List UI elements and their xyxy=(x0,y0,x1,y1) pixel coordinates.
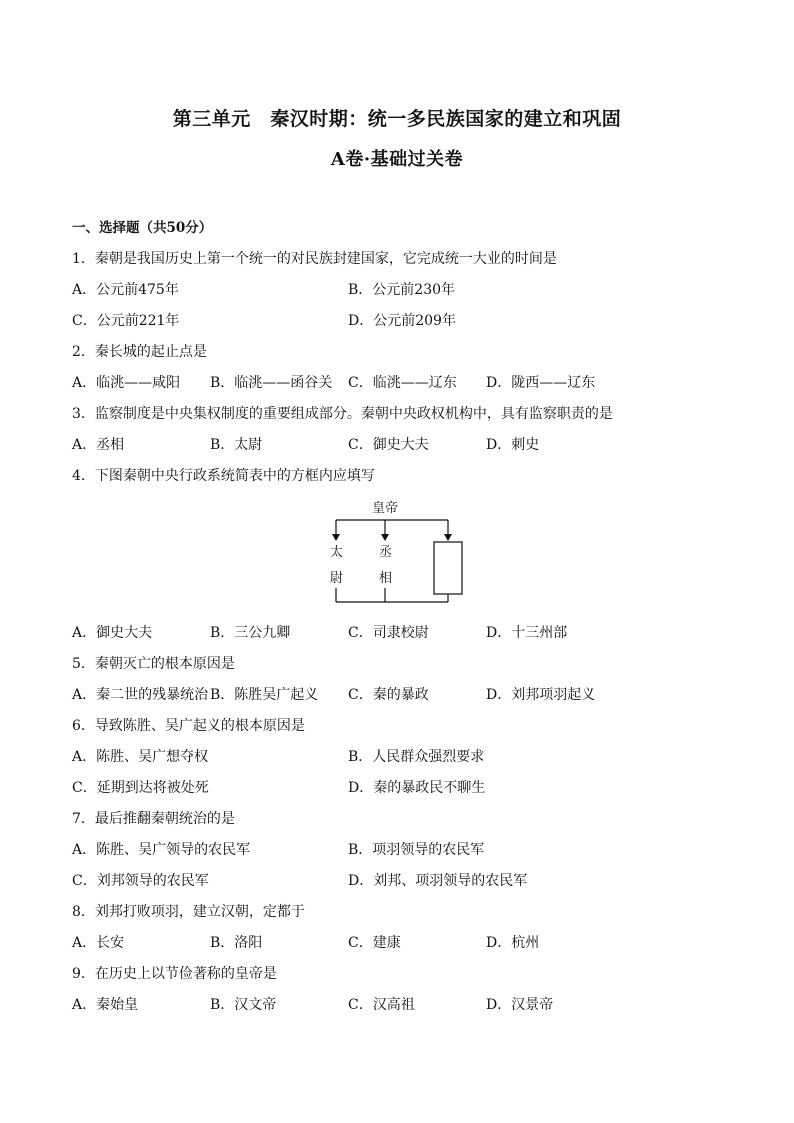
paper-subtitle: A卷·基础过关卷 xyxy=(330,149,464,170)
diagram-mid-arrow xyxy=(381,534,389,541)
q6-option-a[interactable]: A．陈胜、吴广想夺权 xyxy=(72,749,209,765)
q6-option-d[interactable]: D．秦的暴政民不聊生 xyxy=(348,780,486,796)
qin-admin-diagram xyxy=(326,496,476,608)
q9-option-b[interactable]: B．汉文帝 xyxy=(210,997,277,1013)
q3-option-a[interactable]: A．丞相 xyxy=(72,437,125,453)
section-heading: 一、选择题（共50分） xyxy=(72,220,213,236)
q3-option-c[interactable]: C．御史大夫 xyxy=(348,437,429,453)
q7-option-a[interactable]: A．陈胜、吴广领导的农民军 xyxy=(72,842,251,858)
q3-option-b[interactable]: B．太尉 xyxy=(210,437,263,453)
question-5-stem: 5．秦朝灭亡的根本原因是 xyxy=(72,656,235,672)
q2-option-c[interactable]: C．临洮——辽东 xyxy=(348,375,457,391)
diagram-taiwei-2: 尉 xyxy=(330,571,344,586)
q5-option-c[interactable]: C．秦的暴政 xyxy=(348,687,429,703)
q7-option-b[interactable]: B．项羽领导的农民军 xyxy=(348,842,485,858)
q6-option-b[interactable]: B．人民群众强烈要求 xyxy=(348,749,485,765)
question-3-stem: 3．监察制度是中央集权制度的重要组成部分。秦朝中央政权机构中，具有监察职责的是 xyxy=(72,406,613,422)
q8-option-d[interactable]: D．杭州 xyxy=(486,935,540,951)
q8-option-b[interactable]: B．洛阳 xyxy=(210,935,263,951)
q5-option-d[interactable]: D．刘邦项羽起义 xyxy=(486,687,596,703)
diagram-emperor-label: 皇帝 xyxy=(372,501,399,516)
q4-option-a[interactable]: A．御史大夫 xyxy=(72,625,153,641)
q8-option-c[interactable]: C．建康 xyxy=(348,935,401,951)
q8-option-a[interactable]: A．长安 xyxy=(72,935,125,951)
q1-option-b[interactable]: B．公元前230年 xyxy=(348,282,456,298)
q9-option-d[interactable]: D．汉景帝 xyxy=(486,997,554,1013)
question-8-stem: 8．刘邦打败项羽，建立汉朝，定都于 xyxy=(72,904,305,920)
q1-option-d[interactable]: D．公元前209年 xyxy=(348,313,456,329)
q2-option-b[interactable]: B．临洮——函谷关 xyxy=(210,375,333,391)
q7-option-d[interactable]: D．刘邦、项羽领导的农民军 xyxy=(348,873,528,889)
q9-option-c[interactable]: C．汉高祖 xyxy=(348,997,415,1013)
q6-option-c[interactable]: C．延期到达将被处死 xyxy=(72,780,209,796)
q4-option-c[interactable]: C．司隶校尉 xyxy=(348,625,429,641)
diagram-chengxiang-2: 相 xyxy=(379,571,393,586)
question-4-stem: 4．下图秦朝中央行政系统简表中的方框内应填写 xyxy=(72,468,375,484)
question-2-stem: 2．秦长城的起止点是 xyxy=(72,344,207,360)
q9-option-a[interactable]: A．秦始皇 xyxy=(72,997,139,1013)
q5-option-a[interactable]: A．秦二世的残暴统治 xyxy=(72,687,209,703)
question-1-stem: 1．秦朝是我国历史上第一个统一的对民族封建国家，它完成统一大业的时间是 xyxy=(72,251,557,267)
q1-option-c[interactable]: C．公元前221年 xyxy=(72,313,180,329)
q7-option-c[interactable]: C．刘邦领导的农民军 xyxy=(72,873,209,889)
q4-option-b[interactable]: B．三公九卿 xyxy=(210,625,291,641)
question-9-stem: 9．在历史上以节俭著称的皇帝是 xyxy=(72,966,277,982)
q3-option-d[interactable]: D．刺史 xyxy=(486,437,540,453)
q5-option-b[interactable]: B．陈胜吴广起义 xyxy=(210,687,319,703)
diagram-left-arrow xyxy=(332,534,340,541)
q4-option-d[interactable]: D．十三州部 xyxy=(486,625,568,641)
q1-option-a[interactable]: A．公元前475年 xyxy=(72,282,179,298)
diagram-taiwei-1: 太 xyxy=(330,545,344,560)
diagram-chengxiang-1: 丞 xyxy=(379,545,393,560)
unit-title: 第三单元 秦汉时期：统一多民族国家的建立和巩固 xyxy=(172,108,622,130)
question-7-stem: 7．最后推翻秦朝统治的是 xyxy=(72,811,235,827)
diagram-right-arrow xyxy=(444,534,452,541)
q2-option-d[interactable]: D．陇西——辽东 xyxy=(486,375,596,391)
q2-option-a[interactable]: A．临洮——咸阳 xyxy=(72,375,181,391)
diagram-blank-box xyxy=(434,542,462,594)
question-6-stem: 6．导致陈胜、吴广起义的根本原因是 xyxy=(72,718,305,734)
